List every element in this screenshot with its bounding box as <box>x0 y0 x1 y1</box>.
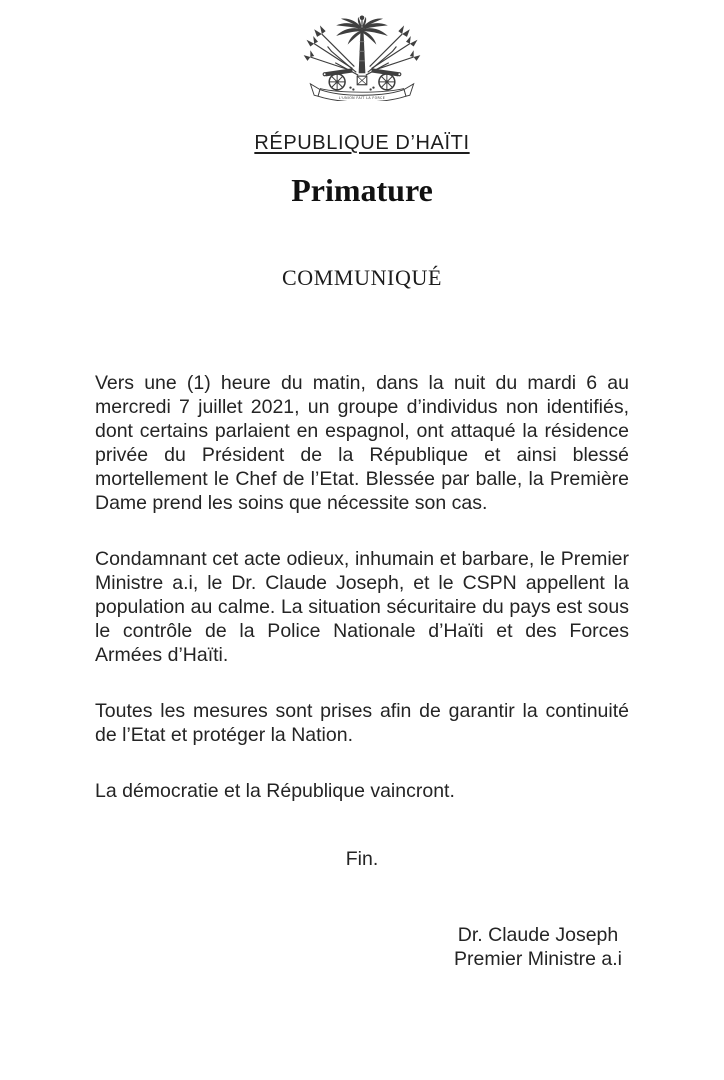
document-body <box>95 371 629 803</box>
closing-text: Fin. <box>345 848 379 870</box>
body-paragraph-4: La démocratie et la République vaincront. <box>95 780 455 802</box>
haiti-coat-of-arms-icon <box>300 13 424 101</box>
country-header: RÉPUBLIQUE D’HAÏTI <box>254 132 470 154</box>
institution-title: Primature <box>291 172 433 208</box>
emblem-motto: L'UNION FAIT LA FORCE <box>338 96 386 101</box>
body-paragraph-3: Toutes les mesures sont prises afin de garantir la continuité de l’Etat et protéger la Nation. <box>95 700 629 746</box>
body-paragraph-1: Vers une (1) heure du matin, dans la nuit du mardi 6 au mercredi 7 juillet 2021, un groupe d’individus non identifiés, dont certains parlaient en espagnol, ont attaqué la résidence privée du Président de la République et ainsi blessé mortellement le Chef de l’Etat. Blessée par balle, la Première Dame prend les soins que nécessite son cas. <box>95 372 629 514</box>
signature-block <box>454 923 622 971</box>
body-paragraph-2: Condamnant cet acte odieux, inhumain et barbare, le Premier Ministre a.i, le Dr. Claude Joseph, et le CSPN appellent la population au calme. La situation sécuritaire du pays est sous le contrôle de la Police Nationale d’Haïti et des Forces Armées d’Haïti. <box>95 548 629 666</box>
signature-name: Dr. Claude Joseph <box>457 924 619 946</box>
signature-title: Premier Ministre a.i <box>454 948 622 970</box>
document-type-heading: COMMUNIQUÉ <box>282 265 442 290</box>
